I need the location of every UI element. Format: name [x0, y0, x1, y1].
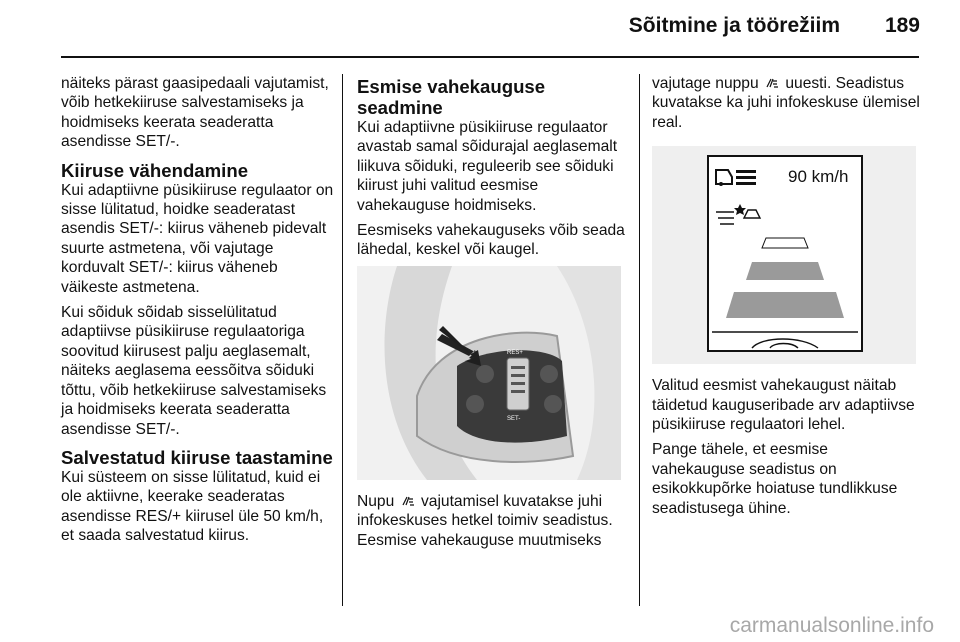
col1-paragraph-2: Kui adaptiivne püsikiiruse regulaator on sisse lülitatud, hoidke seaderatast asendis SET/-: kiirus väheneb pidevalt suurte astmetena, või vajutage korduvalt SET/-: kiirus väheneb väikeste astmetena.	[61, 181, 334, 296]
display-figure	[652, 146, 916, 364]
distance-button-icon	[401, 495, 415, 507]
col3-paragraph-1	[652, 74, 922, 132]
distance-button-icon	[765, 77, 779, 89]
column-3	[652, 74, 922, 524]
header-rule	[61, 56, 919, 58]
heading-gap-setting: Esmise vahekauguse seadmine	[357, 76, 546, 118]
column-2	[357, 74, 627, 556]
col2-paragraph-2: Eesmiseks vahekauguseks võib seada lähedal, keskel või kaugel.	[357, 222, 625, 259]
col2-paragraph-1: Kui adaptiivne püsikiiruse regulaator avastab samal sõidurajal aeglasemalt liikuva sõiduki, reguleerib see sõiduki kiirust juhi valitud eesmise vahekauguse hoidmiseks.	[357, 119, 618, 214]
display-speed: 90 km/h	[788, 167, 849, 187]
set-label: SET-	[507, 415, 521, 422]
column-divider-1	[342, 74, 343, 606]
col2-paragraph-3-start: Nupu	[357, 492, 395, 510]
heading-resume: Salvestatud kiiruse taastamine	[61, 446, 333, 468]
col3-paragraph-1-start: vajutage nuppu	[652, 75, 759, 92]
col2-paragraph-3-end: vajutamisel kuvatakse juhi infokeskuses hetkel toimiv seadistus. Eesmise vahekauguse muutmiseks	[357, 492, 613, 549]
column-divider-2	[639, 74, 640, 606]
footer-watermark: carmanualsonline.info	[729, 614, 934, 637]
col1-paragraph-4: Kui süsteem on sisse lülitatud, kuid ei ole aktiivne, keerake seaderatas asendisse RES/+ kiirusel üle 50 km/h, et saada salvestatud kiirus.	[61, 468, 324, 545]
page-number: 189	[884, 14, 920, 37]
col2-paragraph-3	[357, 492, 627, 550]
col3-paragraph-3: Pange tähele, et eesmise vahekauguse seadistus on esikokkupõrke hoiatuse tundlikkuse seadistusega ühine.	[652, 441, 898, 517]
page-title: Sõitmine ja töörežiim	[628, 14, 840, 37]
col3-paragraph-2: Valitud eesmist vahekaugust näitab täidetud kauguseribade arv adaptiivse püsikiiruse regulaatori lehel.	[652, 377, 915, 434]
col1-paragraph-1: näiteks pärast gaasipedaali vajutamist, võib hetkekiiruse salvestamiseks ja hoidmiseks keerata seaderatta asendisse SET/-.	[61, 75, 329, 151]
heading-slowdown: Kiiruse vähendamine	[61, 159, 249, 181]
col3-paragraph-1-end: uuesti. Seadistus kuvatakse ka juhi infokeskuse ülemisel real.	[652, 75, 920, 131]
col1-paragraph-3: Kui sõiduk sõidab sisselülitatud adaptiivse püsikiiruse regulaatoriga soovitud kiirusest palju aeglasemalt, näiteks aeglasema eessõitva sõiduki tõttu, võib hetkekiiruse salvestamiseks ja hoidmiseks keerata seaderatta asendisse SET/-.	[61, 304, 327, 438]
res-label: RES+	[507, 349, 523, 356]
steering-wheel-figure	[357, 266, 621, 480]
column-1	[61, 74, 336, 552]
